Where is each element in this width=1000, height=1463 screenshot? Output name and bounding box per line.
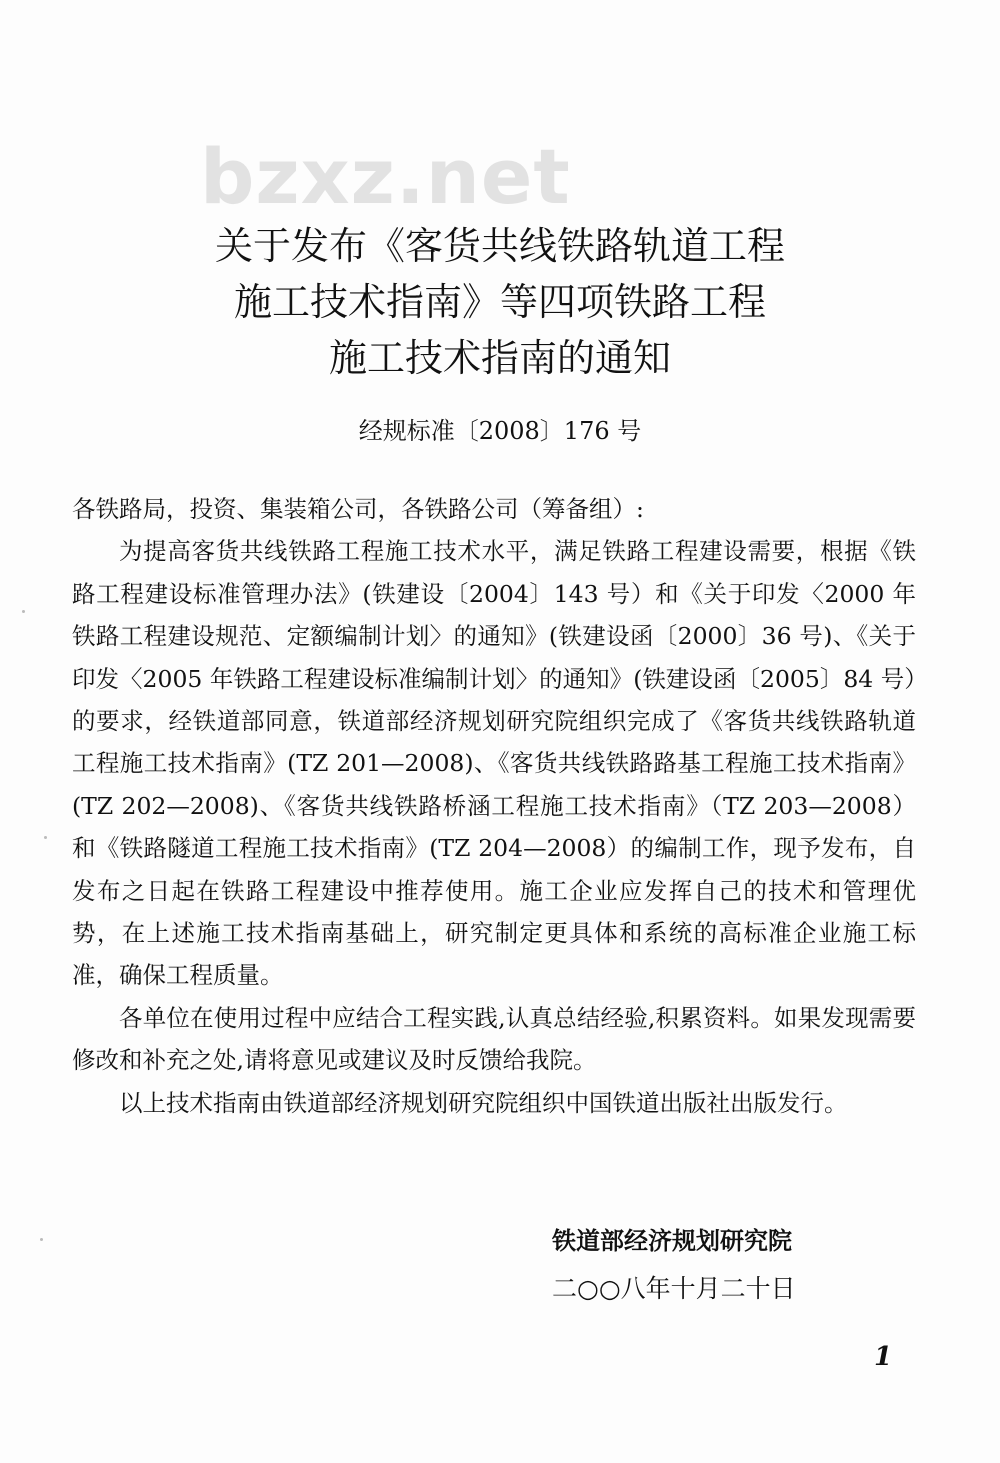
watermark: bzxz.net	[200, 132, 571, 221]
scan-speck	[40, 1238, 43, 1241]
document-number: 经规标准〔2008〕176 号	[358, 417, 642, 445]
signature-block	[552, 1217, 796, 1313]
title-line-2: 施工技术指南》等四项铁路工程	[233, 280, 766, 324]
title-line-1: 关于发布《客货共线铁路轨道工程	[214, 224, 785, 268]
signature-organization: 铁道部经济规划研究院	[552, 1227, 792, 1255]
notice-body	[72, 488, 916, 1124]
notice-title	[60, 218, 940, 386]
paragraph-main: 为提高客货共线铁路工程施工技术水平，满足铁路工程建设需要，根据《铁路工程建设标准管理办法》(铁建设〔2004〕143 号）和《关于印发〈2000 年铁路工程建设规范、定额编制计划〉的通知》(铁建设函〔2000〕36 号)、《关于印发〈2005 年铁路工程建设标准编制计划〉的通知》(铁建设函〔2005〕84 号）的要求，经铁道部同意，铁道部经济规划研究院组织完成了《客货共线铁路轨道工程施工技术指南》(TZ 201—2008)、《客货共线铁路路基工程施工技术指南》(TZ 202—2008)、《客货共线铁路桥涵工程施工技术指南》（TZ 203—2008）和《铁路隧道工程施工技术指南》(TZ 204—2008）的编制工作，现予发布，自发布之日起在铁路工程建设中推荐使用。施工企业应发挥自己的技术和管理优势，在上述施工技术指南基础上，研究制定更具体和系统的高标准企业施工标准，确保工程质量。	[72, 537, 916, 990]
scan-speck	[22, 610, 25, 613]
signature-date: 二○○八年十月二十日	[552, 1274, 796, 1303]
paragraph-publishing: 以上技术指南由铁道部经济规划研究院组织中国铁道出版社出版发行。	[119, 1088, 848, 1117]
title-line-3: 施工技术指南的通知	[328, 336, 671, 380]
page-number: 1	[874, 1342, 893, 1372]
paragraph-feedback: 各单位在使用过程中应结合工程实践,认真总结经验,积累资料。如果发现需要修改和补充之处,请将意见或建议及时反馈给我院。	[72, 1003, 916, 1075]
addressee: 各铁路局，投资、集装箱公司，各铁路公司（筹备组）:	[72, 495, 644, 523]
scan-speck	[44, 836, 47, 839]
